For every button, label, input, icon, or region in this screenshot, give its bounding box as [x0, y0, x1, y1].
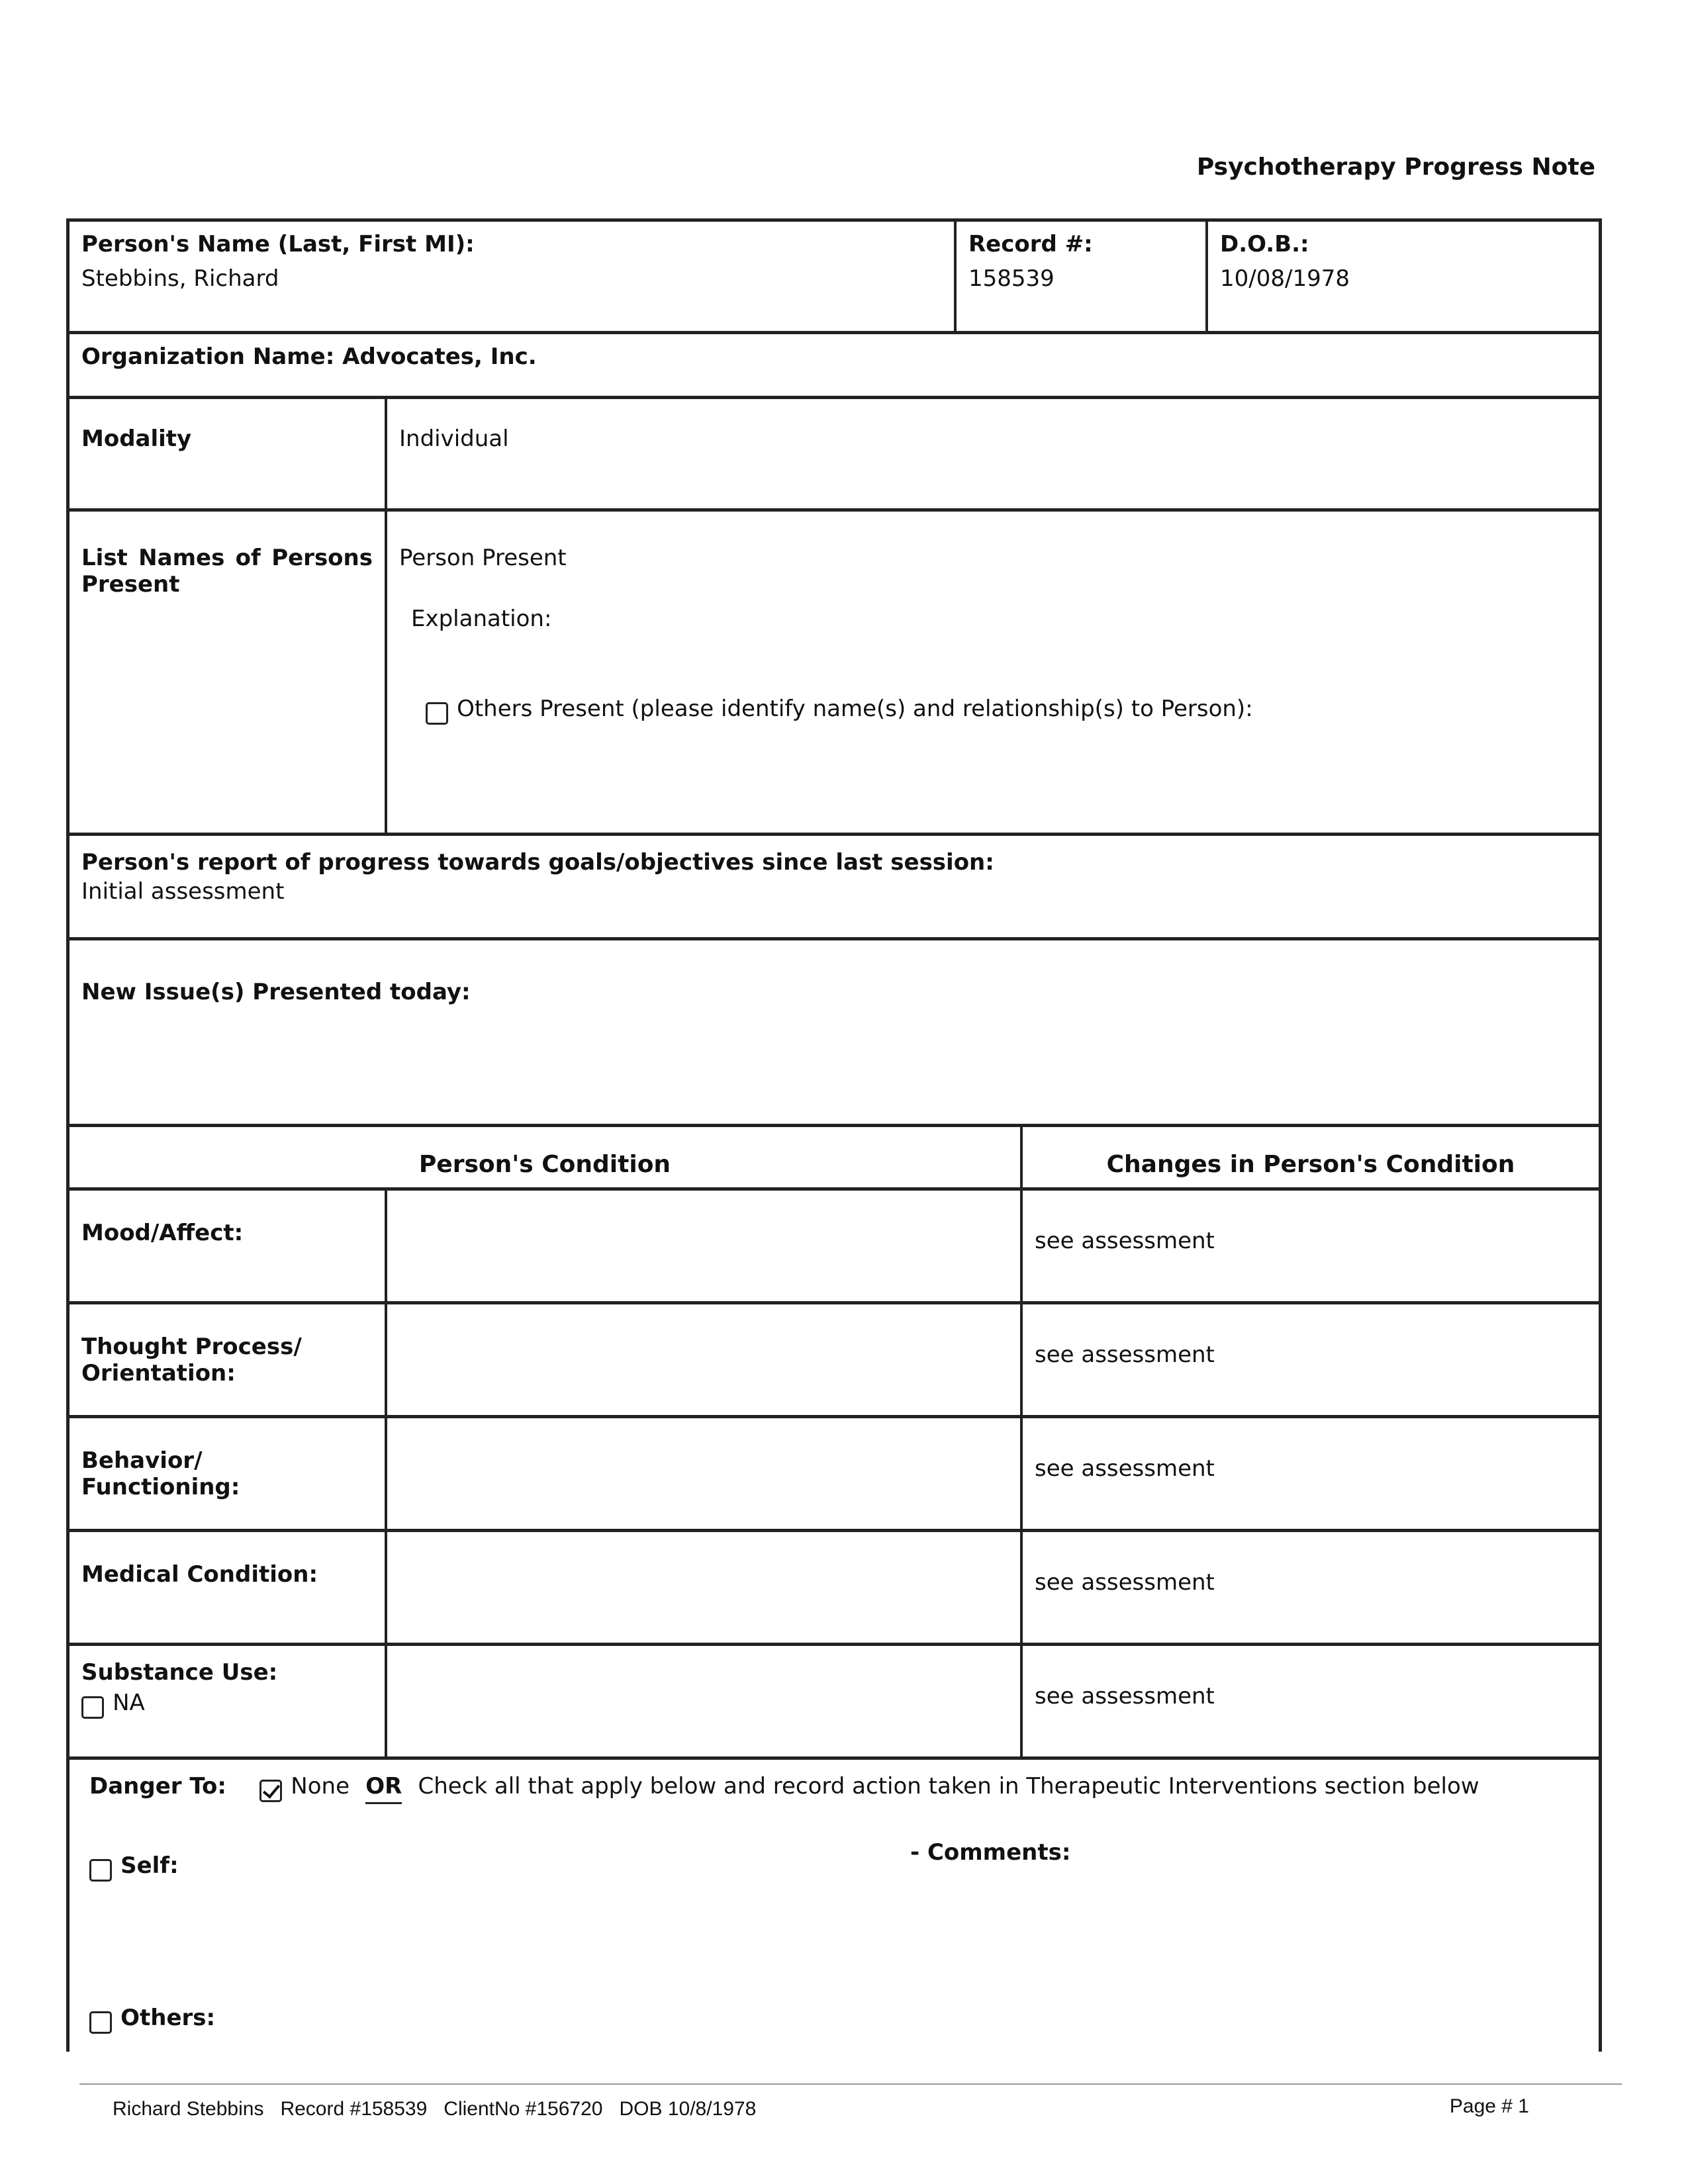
thought-change-cell[interactable] [1023, 1304, 1599, 1415]
persons-present-value-cell [387, 512, 1599, 833]
thought-condition-cell[interactable] [387, 1304, 1023, 1415]
medical-label-cell [70, 1532, 387, 1643]
new-issues-label: New Issue(s) Presented today: [81, 979, 471, 1005]
progress-cell [70, 836, 1599, 937]
mood-condition-cell[interactable] [387, 1191, 1023, 1301]
substance-change-value: see assessment [1035, 1683, 1215, 1709]
modality-label-cell [70, 399, 387, 508]
substance-label-cell [70, 1646, 387, 1756]
danger-self-line [89, 1852, 179, 1882]
behavior-label: Behavior/ Functioning: [81, 1447, 240, 1500]
persons-present-row [70, 512, 1599, 836]
medical-change-cell[interactable] [1023, 1532, 1599, 1643]
thought-label-cell [70, 1304, 387, 1415]
condition-column-header: Person's Condition [418, 1151, 671, 1178]
danger-self-checkbox[interactable] [89, 1859, 112, 1882]
condition-row-thought [70, 1304, 1599, 1418]
substance-na-label: NA [113, 1690, 145, 1716]
person-info-row [70, 222, 1599, 334]
condition-header-row [70, 1127, 1599, 1191]
danger-none-checkbox[interactable] [259, 1780, 282, 1802]
danger-none-label: None [291, 1773, 350, 1799]
progress-note-form [66, 218, 1602, 2052]
footer-person-info: Richard Stebbins Record #158539 ClientNo #156720 DOB 10/8/1978 [113, 2098, 757, 2120]
danger-instruction: Check all that apply below and record action taken in Therapeutic Interventions section below [418, 1773, 1479, 1799]
danger-self-label: Self: [120, 1852, 179, 1879]
condition-header-cell [70, 1127, 1023, 1187]
modality-value[interactable]: Individual [399, 426, 509, 452]
mood-change-value: see assessment [1035, 1228, 1215, 1254]
person-name-label: Person's Name (Last, First MI): [81, 231, 475, 257]
dob-cell [1208, 222, 1599, 331]
dob-label: D.O.B.: [1220, 231, 1309, 257]
changes-column-header: Changes in Person's Condition [1106, 1151, 1515, 1178]
others-present-label: Others Present (please identify name(s) and relationship(s) to Person): [457, 696, 1253, 722]
explanation-label: Explanation: [411, 606, 552, 632]
progress-value[interactable]: Initial assessment [81, 878, 285, 905]
medical-condition-cell[interactable] [387, 1532, 1023, 1643]
modality-row [70, 399, 1599, 512]
danger-or-label: OR [365, 1773, 402, 1804]
medical-label: Medical Condition: [81, 1561, 318, 1588]
behavior-change-value: see assessment [1035, 1455, 1215, 1482]
persons-present-label: List Names of Persons Present [81, 545, 373, 598]
others-present-line [426, 696, 1587, 725]
behavior-label-cell [70, 1418, 387, 1529]
danger-comments-label: - Comments: [910, 1839, 1071, 1866]
danger-others-line [89, 2005, 215, 2034]
condition-row-behavior [70, 1418, 1599, 1532]
dob-value[interactable]: 10/08/1978 [1220, 265, 1350, 292]
medical-change-value: see assessment [1035, 1569, 1215, 1596]
progress-row [70, 836, 1599, 940]
danger-section [70, 1760, 1599, 2038]
danger-others-checkbox[interactable] [89, 2011, 112, 2034]
organization-label: Organization Name: Advocates, Inc. [81, 343, 537, 370]
footer-divider [79, 2083, 1622, 2085]
persons-present-label-cell [70, 512, 387, 833]
thought-label: Thought Process/ Orientation: [81, 1334, 302, 1387]
others-present-checkbox[interactable] [426, 702, 448, 725]
mood-label-cell [70, 1191, 387, 1301]
progress-label: Person's report of progress towards goals/objectives since last session: [81, 849, 994, 876]
substance-condition-cell[interactable] [387, 1646, 1023, 1756]
condition-row-mood [70, 1191, 1599, 1304]
condition-row-substance [70, 1646, 1599, 1760]
changes-header-cell [1023, 1127, 1599, 1187]
page-title: Psychotherapy Progress Note [1196, 154, 1595, 181]
record-label: Record #: [968, 231, 1093, 257]
modality-label: Modality [81, 426, 192, 452]
mood-label: Mood/Affect: [81, 1220, 244, 1246]
substance-change-cell[interactable] [1023, 1646, 1599, 1756]
record-value[interactable]: 158539 [968, 265, 1055, 292]
person-name-cell [70, 222, 957, 331]
substance-na-checkbox[interactable] [81, 1696, 104, 1719]
substance-na-line [81, 1690, 373, 1719]
new-issues-row [70, 940, 1599, 1127]
danger-label: Danger To: [89, 1773, 227, 1799]
new-issues-cell[interactable] [70, 940, 1599, 1124]
behavior-change-cell[interactable] [1023, 1418, 1599, 1529]
modality-value-cell [387, 399, 1599, 508]
organization-cell [70, 334, 1599, 396]
mood-change-cell[interactable] [1023, 1191, 1599, 1301]
footer-page-number: Page # 1 [1449, 2095, 1529, 2117]
condition-row-medical [70, 1532, 1599, 1646]
organization-row [70, 334, 1599, 399]
danger-comments-line [910, 1839, 1070, 1866]
record-cell [957, 222, 1208, 331]
substance-label: Substance Use: [81, 1659, 278, 1686]
danger-line [89, 1773, 1579, 1802]
behavior-condition-cell[interactable] [387, 1418, 1023, 1529]
persons-present-value[interactable]: Person Present [399, 545, 567, 571]
danger-others-label: Others: [120, 2005, 216, 2031]
thought-change-value: see assessment [1035, 1342, 1215, 1368]
explanation-line [411, 606, 1587, 632]
person-name-value[interactable]: Stebbins, Richard [81, 265, 279, 292]
